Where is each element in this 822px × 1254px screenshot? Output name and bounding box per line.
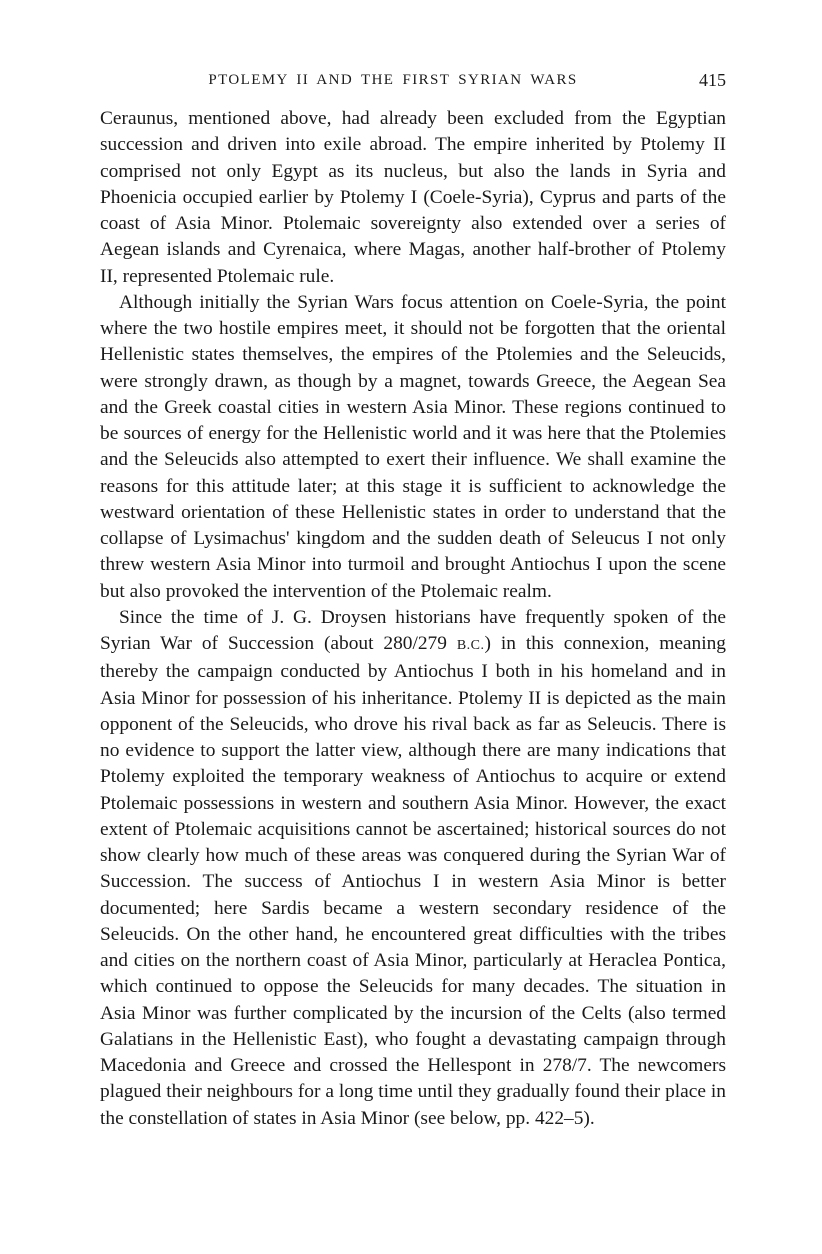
paragraph-3-text-after: ) in this connexion, meaning thereby the campaign conducted by Antiochus I both in his homeland and in Asia Minor for possession of his inheritance. Ptolemy II is depicted as the main opponent of the Seleucids, who drove his rival back as far as Seleucis. There is no evidence to support the latter view, although there are many indications that Ptolemy exploited the temporary weakness of Antiochus to acquire or extend Ptolemaic possessions in western and southern Asia Minor. However, the exact extent of Ptolemaic acquisitions cannot be ascertained; historical sources do not show clearly how much of these areas was conquered during the Syrian War of Succession. The success of Antiochus I in western Asia Minor is better documented; here Sardis became a western secondary residence of the Seleucids. On the other hand, he encountered great difficulties with the tribes and cities on the northern coast of Asia Minor, particularly at Heraclea Pontica, which continued to oppose the Seleucids for many decades. The situation in Asia Minor was further complicated by the incursion of the Celts (also termed Galatians in the Hellenistic East), who fought a devastating campaign through Macedonia and Greece and crossed the Hellespont in 278/7. The newcomers plagued their neighbours for a long time until they gradually found their place in the constellation of states in Asia Minor (see below, pp. 422–5). — [100, 633, 727, 1129]
paragraph-1: Ceraunus, mentioned above, had already been excluded from the Egyptian succession and driven into exile abroad. The empire inherited by Ptolemy II comprised not only Egypt as its nucleus, but also the lands in Syria and Phoenicia occupied earlier by Ptolemy I (Coele-Syria), Cyprus and parts of the coast of Asia Minor. Ptolemaic sovereignty also extended over a series of Aegean islands and Cyrenaica, where Magas, another half-brother of Ptolemy II, represented Ptolemaic rule. — [100, 108, 726, 287]
paragraph-2: Although initially the Syrian Wars focus attention on Coele-Syria, the point where the two hostile empires meet, it should not be forgotten that the oriental Hellenistic states themselves, the empires of the Ptolemies and the Seleucids, were strongly drawn, as though by a magnet, towards Greece, the Aegean Sea and the Greek coastal cities in western Asia Minor. These regions continued to be sources of energy for the Hellenistic world and it was here that the Ptolemies and the Seleucids also attempted to exert their influence. We shall examine the reasons for this attitude later; at this stage it is sufficient to acknowledge the westward orientation of these Hellenistic states in order to understand that the collapse of Lysimachus' kingdom and the sudden death of Seleucus I not only threw western Asia Minor into turmoil and brought Antiochus I upon the scene but also provoked the intervention of the Ptolemaic realm. — [100, 291, 726, 602]
paragraph-3 — [100, 605, 726, 1132]
running-head — [100, 66, 726, 96]
running-title: PTOLEMY II AND THE FIRST SYRIAN WARS — [208, 72, 578, 88]
book-page — [100, 66, 726, 1132]
paragraph-3-text-before: Since the time of J. G. Droysen historians have frequently spoken of the Syrian War of Succession (about 280/279 — [100, 606, 726, 654]
body-text — [100, 106, 726, 1132]
era-abbreviation: B.C. — [456, 638, 485, 653]
page-number: 415 — [699, 70, 726, 90]
